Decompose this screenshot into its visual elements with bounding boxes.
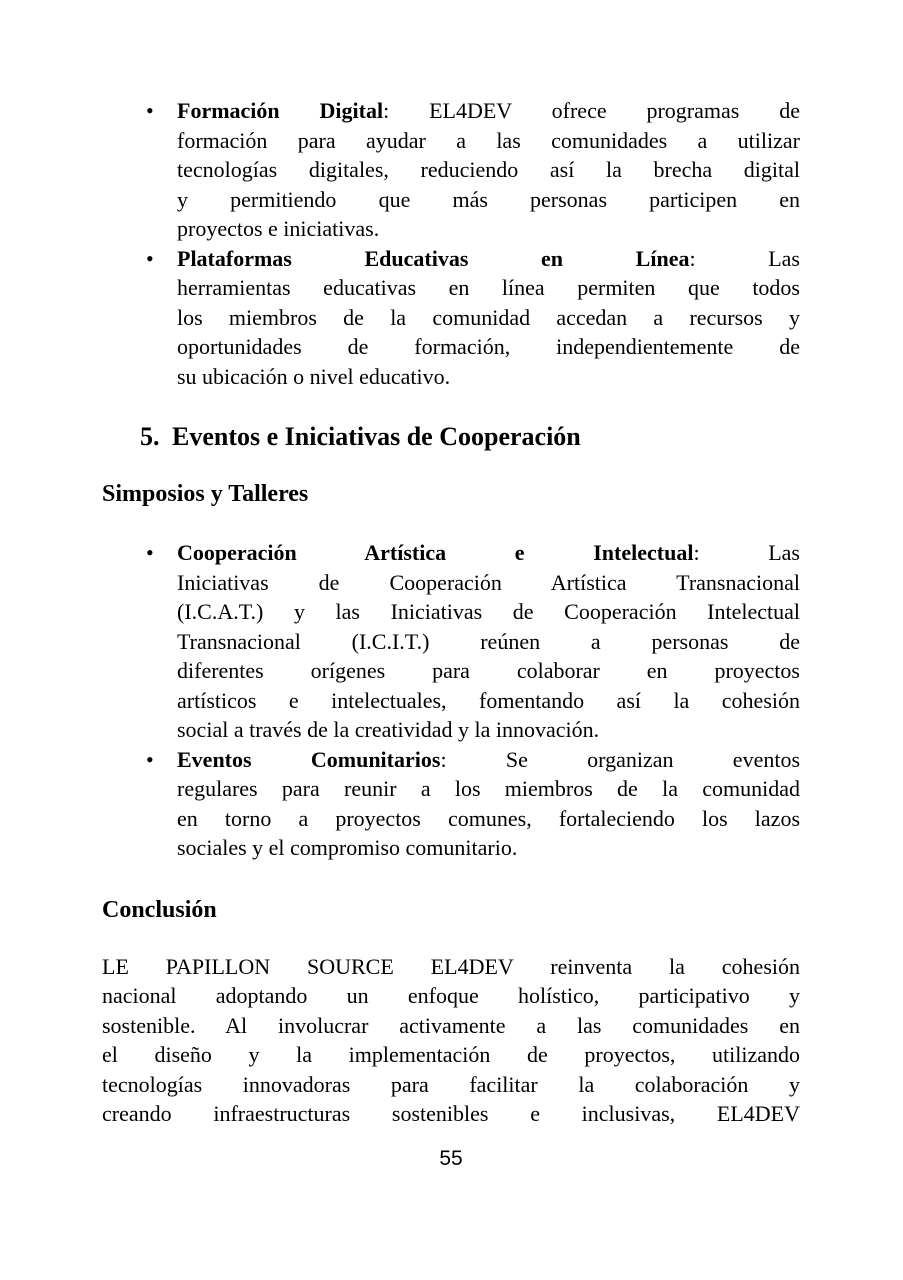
text-line: el diseño y la implementación de proyectos, utilizando	[102, 1042, 800, 1067]
text-line: herramientas educativas en línea permiten que todos	[177, 275, 800, 300]
text-line: social a través de la creatividad y la innovación.	[177, 717, 600, 742]
text-line: proyectos e iniciativas.	[177, 216, 380, 241]
bullet-icon: •	[146, 98, 154, 123]
bullet-term: Cooperación Artística e Intelectual	[177, 540, 694, 565]
text-line: Formación Digital: EL4DEV ofrece programas de	[177, 98, 800, 123]
page-number: 55	[439, 1146, 463, 1170]
text-line: sociales y el compromiso comunitario.	[177, 835, 518, 860]
text-line: en torno a proyectos comunes, fortaleciendo los lazos	[177, 805, 800, 831]
page-content	[102, 0, 800, 1173]
bullet-icon: •	[146, 746, 154, 772]
list-item	[102, 244, 800, 392]
subsection-heading: Simposios y Talleres	[102, 481, 309, 507]
bullet-list-digital	[102, 96, 800, 391]
text-line: artísticos e intelectuales, fomentando así la cohesión	[177, 687, 800, 713]
subsection-heading-conclusion: Conclusión	[102, 896, 217, 923]
list-item	[102, 745, 800, 863]
text-line: los miembros de la comunidad accedan a recursos y	[177, 304, 800, 330]
section-number: 5.	[140, 422, 160, 451]
text-line: formación para ayudar a las comunidades a utilizar	[177, 127, 800, 153]
bullet-term: Plataformas Educativas en Línea	[177, 245, 690, 271]
text-line: Plataformas Educativas en Línea: Las	[177, 245, 800, 271]
bullet-icon: •	[146, 540, 154, 565]
text-line: Eventos Comunitarios: Se organizan eventos	[177, 746, 801, 772]
text-line: (I.C.A.T.) y las Iniciativas de Cooperación Intelectual	[177, 599, 800, 624]
text-line: diferentes orígenes para colaborar en proyectos	[177, 658, 800, 683]
list-item	[102, 538, 800, 745]
bullet-icon: •	[146, 245, 154, 271]
text-line: tecnologías innovadoras para facilitar la colaboración y	[102, 1071, 800, 1097]
list-item	[102, 96, 800, 244]
bullet-term: Eventos Comunitarios	[177, 746, 441, 772]
bullet-list-cooperacion	[102, 538, 800, 863]
text-line: creando infraestructuras sostenibles e inclusivas, EL4DEV	[102, 1101, 800, 1126]
text-line: Iniciativas de Cooperación Artística Transnacional	[177, 569, 800, 595]
text-line: Transnacional (I.C.I.T.) reúnen a personas de	[177, 628, 800, 654]
text-line: y permitiendo que más personas participen en	[177, 186, 800, 212]
text-line: sostenible. Al involucrar activamente a las comunidades en	[102, 1012, 800, 1038]
text-line: nacional adoptando un enfoque holístico, participativo y	[102, 983, 800, 1008]
text-line: LE PAPILLON SOURCE EL4DEV reinventa la cohesión	[102, 953, 800, 979]
text-line: su ubicación o nivel educativo.	[177, 363, 451, 389]
text-line: regulares para reunir a los miembros de la comunidad	[177, 776, 800, 801]
text-line: tecnologías digitales, reduciendo así la brecha digital	[177, 157, 800, 182]
paragraph-conclusion	[102, 952, 800, 1129]
text-line: oportunidades de formación, independientemente de	[177, 334, 800, 359]
section-heading	[102, 421, 800, 453]
bullet-term: Formación Digital	[177, 98, 384, 123]
section-title: Eventos e Iniciativas de Cooperación	[172, 422, 581, 451]
text-line: Cooperación Artística e Intelectual: Las	[177, 540, 800, 565]
